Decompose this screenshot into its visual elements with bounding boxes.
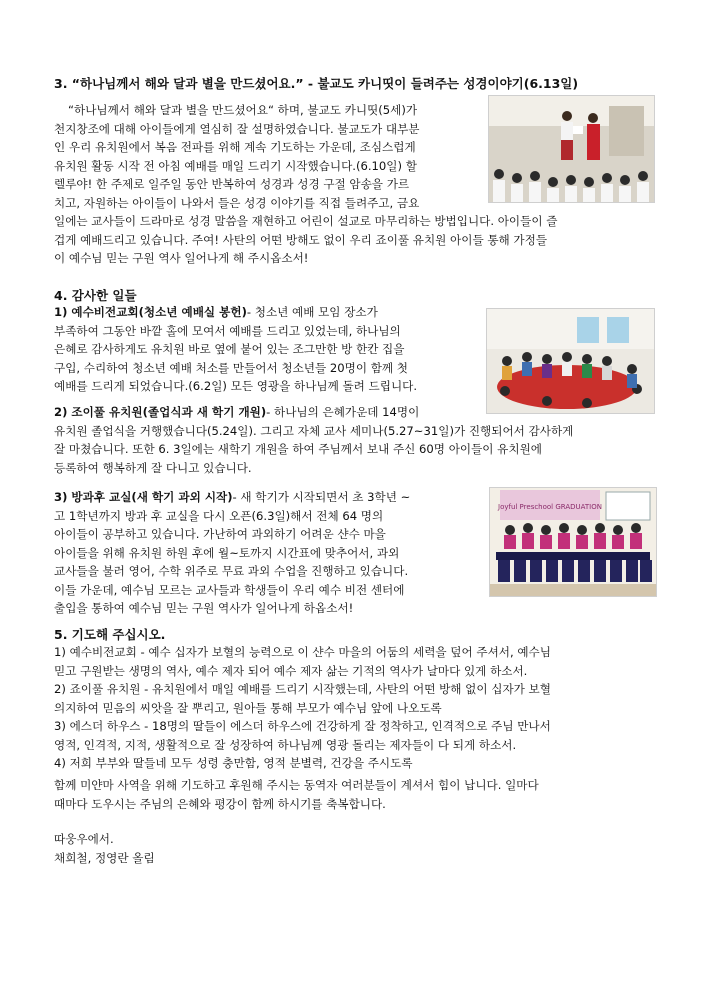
thanks-item-3-line: 이들 가운데, 예수님 모르는 교사들과 학생들이 우리 예수 비전 센터에 bbox=[54, 582, 405, 597]
section3-line: 일에는 교사들이 드라마로 성경 말씀을 재현하고 어린이 설교로 마무리하는 방법입니다. 아이들이 즐 bbox=[54, 214, 558, 228]
thanks-item-3-line: 아이들이 공부하고 있습니다. 가난하여 과외하기 어려운 샨수 마을 bbox=[54, 527, 386, 541]
thanks-item-2-first: - 하나님의 은혜가운데 14명이 bbox=[266, 405, 420, 419]
closing-line: 함께 미얀마 사역을 위해 기도하고 후원해 주시는 동역자 여러분들이 계셔서 힘이 납니다. 일마다 bbox=[54, 778, 539, 792]
signature-names: 채희철, 정영란 올림 bbox=[54, 850, 155, 865]
thanks-item-1-title: 1) 예수비전교회(청소년 예배실 봉헌) bbox=[54, 305, 247, 319]
thanks-item-3-title: 3) 방과후 교실(새 학기 과외 시작) bbox=[54, 490, 233, 504]
signature-place: 따웅우에서. bbox=[54, 832, 114, 846]
thanks-item-3 bbox=[54, 488, 410, 618]
thanks-item-1 bbox=[54, 303, 417, 396]
thanks-item-3-first: - 새 학기가 시작되면서 초 3학년 ~ bbox=[232, 490, 411, 504]
section3-body bbox=[54, 101, 557, 268]
youth-worship-room-photo bbox=[486, 308, 655, 414]
thanks-item-2-title: 2) 조이풀 유치원(졸업식과 새 학기 개원) bbox=[54, 405, 267, 419]
section3-line: 인 우리 유치원에서 복음 전파를 위해 계속 기도하는 가운데, 조심스럽게 bbox=[54, 140, 416, 154]
section3-line: 치고, 자원하는 아이들이 나와서 들은 성경 이야기를 직접 들려주고, 금요 bbox=[54, 195, 420, 210]
section3-heading: 3. “하나님께서 해와 달과 별을 만드셨어요.” - 불교도 카니띳이 들려주는 성경이야기(6.13일) bbox=[54, 76, 579, 91]
prayer-line: 의지하여 믿음의 씨앗을 잘 뿌리고, 원아들 통해 부모가 예수님 앞에 나오도록 bbox=[54, 700, 442, 715]
thanks-item-1-line: 은혜로 감사하게도 유치원 바로 옆에 붙어 있는 조그만한 방 한칸 집을 bbox=[54, 342, 405, 356]
thanks-item-3-line: 출입을 통하여 예수님 믿는 구원 역사가 일어나게 하옵소서! bbox=[54, 601, 354, 615]
thanks-item-3-line: 아이들을 위해 유치원 하원 후에 월~토까지 시간표에 맞추어서, 과외 bbox=[54, 545, 400, 560]
prayer-line: 2) 죠이풀 유치원 - 유치원에서 매일 예배를 드리기 시작했는데, 사탄의 어떤 방해 없이 십자가 보혈 bbox=[54, 682, 551, 696]
prayer-line: 영적, 인격적, 지적, 생활적으로 잘 성장하여 하나님께 영광 돌리는 제자들이 다 되게 하소서. bbox=[54, 737, 517, 752]
prayer-line: 믿고 구원받는 생명의 역사, 예수 제자 되어 예수 제자 삶는 기적의 역사가 날마다 있게 하소서. bbox=[54, 663, 528, 678]
thanks-item-2 bbox=[54, 403, 573, 477]
thanks-item-2-line: 유치원 졸업식을 거행했습니다(5.24일). 그리고 자체 교사 세미나(5.27~31일)가 진행되어서 감사하게 bbox=[54, 423, 574, 438]
thanks-item-3-line: 고 1학년까지 방과 후 교실을 다시 오픈(6.3일)해서 전체 64 명의 bbox=[54, 508, 384, 523]
section3-line: 렐루야! 한 주제로 일주일 동안 반복하여 성경과 성경 구절 암송을 가르 bbox=[54, 177, 410, 191]
thanks-item-2-line: 등록하여 행복하게 잘 다니고 있습니다. bbox=[54, 460, 252, 475]
section3-line: “하나님께서 해와 달과 별을 만드셨어요“ 하며, 불교도 카니띳(5세)가 bbox=[68, 103, 418, 117]
closing-line: 때마다 도우시는 주님의 은혜와 평강이 함께 하시기를 축복합니다. bbox=[54, 796, 386, 811]
thanks-item-1-line: 부족하여 그동안 바깥 홀에 모여서 예배를 드리고 있었는데, 하나님의 bbox=[54, 323, 401, 338]
section5-heading: 5. 기도해 주십시오. bbox=[54, 627, 166, 642]
prayer-list bbox=[54, 643, 551, 773]
thanks-item-3-line: 교사들을 불러 영어, 수학 위주로 무료 과외 수업을 진행하고 있습니다. bbox=[54, 564, 409, 578]
section3-line: 겁게 예배드리고 있습니다. 주여! 사탄의 어떤 방해도 없이 우리 죠이풀 유치원 아이들 통해 가정들 bbox=[54, 232, 548, 247]
prayer-line: 1) 예수비전교회 - 예수 십자가 보혈의 능력으로 이 샨수 마을의 어둠의 세력을 덮어 주셔서, 예수님 bbox=[54, 645, 551, 659]
section3-line: 이 예수님 믿는 구원 역사 일어나게 해 주시옵소서! bbox=[54, 251, 309, 265]
thanks-item-1-line: 예배를 드리게 되었습니다.(6.2일) 모든 영광을 하나님께 돌려 드립니다. bbox=[54, 379, 418, 393]
section4-heading: 4. 감사한 일들 bbox=[54, 288, 137, 303]
closing-paragraph bbox=[54, 776, 539, 813]
thanks-item-2-line: 잘 마쳤습니다. 또한 6. 3일에는 새학기 개원을 하여 주님께서 보내 주신 60명 아이들이 유치원에 bbox=[54, 442, 542, 456]
signature bbox=[54, 830, 155, 867]
section3-line: 천지창조에 대해 아이들에게 열심히 잘 설명하였습니다. 불교도가 대부분 bbox=[54, 121, 420, 136]
section3-line: 유치원 활동 시작 전 아침 예배를 매일 드리기 시작했습니다.(6.10일) 할 bbox=[54, 158, 417, 173]
thanks-item-1-line: 구입, 수리하여 청소년 예배 처소를 만들어서 청소년들 20명이 함께 첫 bbox=[54, 360, 408, 375]
prayer-line: 3) 에스더 하우스 - 18명의 딸들이 에스더 하우스에 건강하게 잘 정착하고, 인격적으로 주님 만나서 bbox=[54, 719, 551, 733]
thanks-item-1-first: - 청소년 예배 모임 장소가 bbox=[246, 305, 378, 319]
prayer-line: 4) 저희 부부와 딸들네 모두 성령 충만함, 영적 분별력, 건강을 주시도록 bbox=[54, 756, 413, 770]
graduation-photo bbox=[489, 487, 657, 597]
graduation-banner-text: Joyful Preschool GRADUATION bbox=[498, 503, 602, 511]
